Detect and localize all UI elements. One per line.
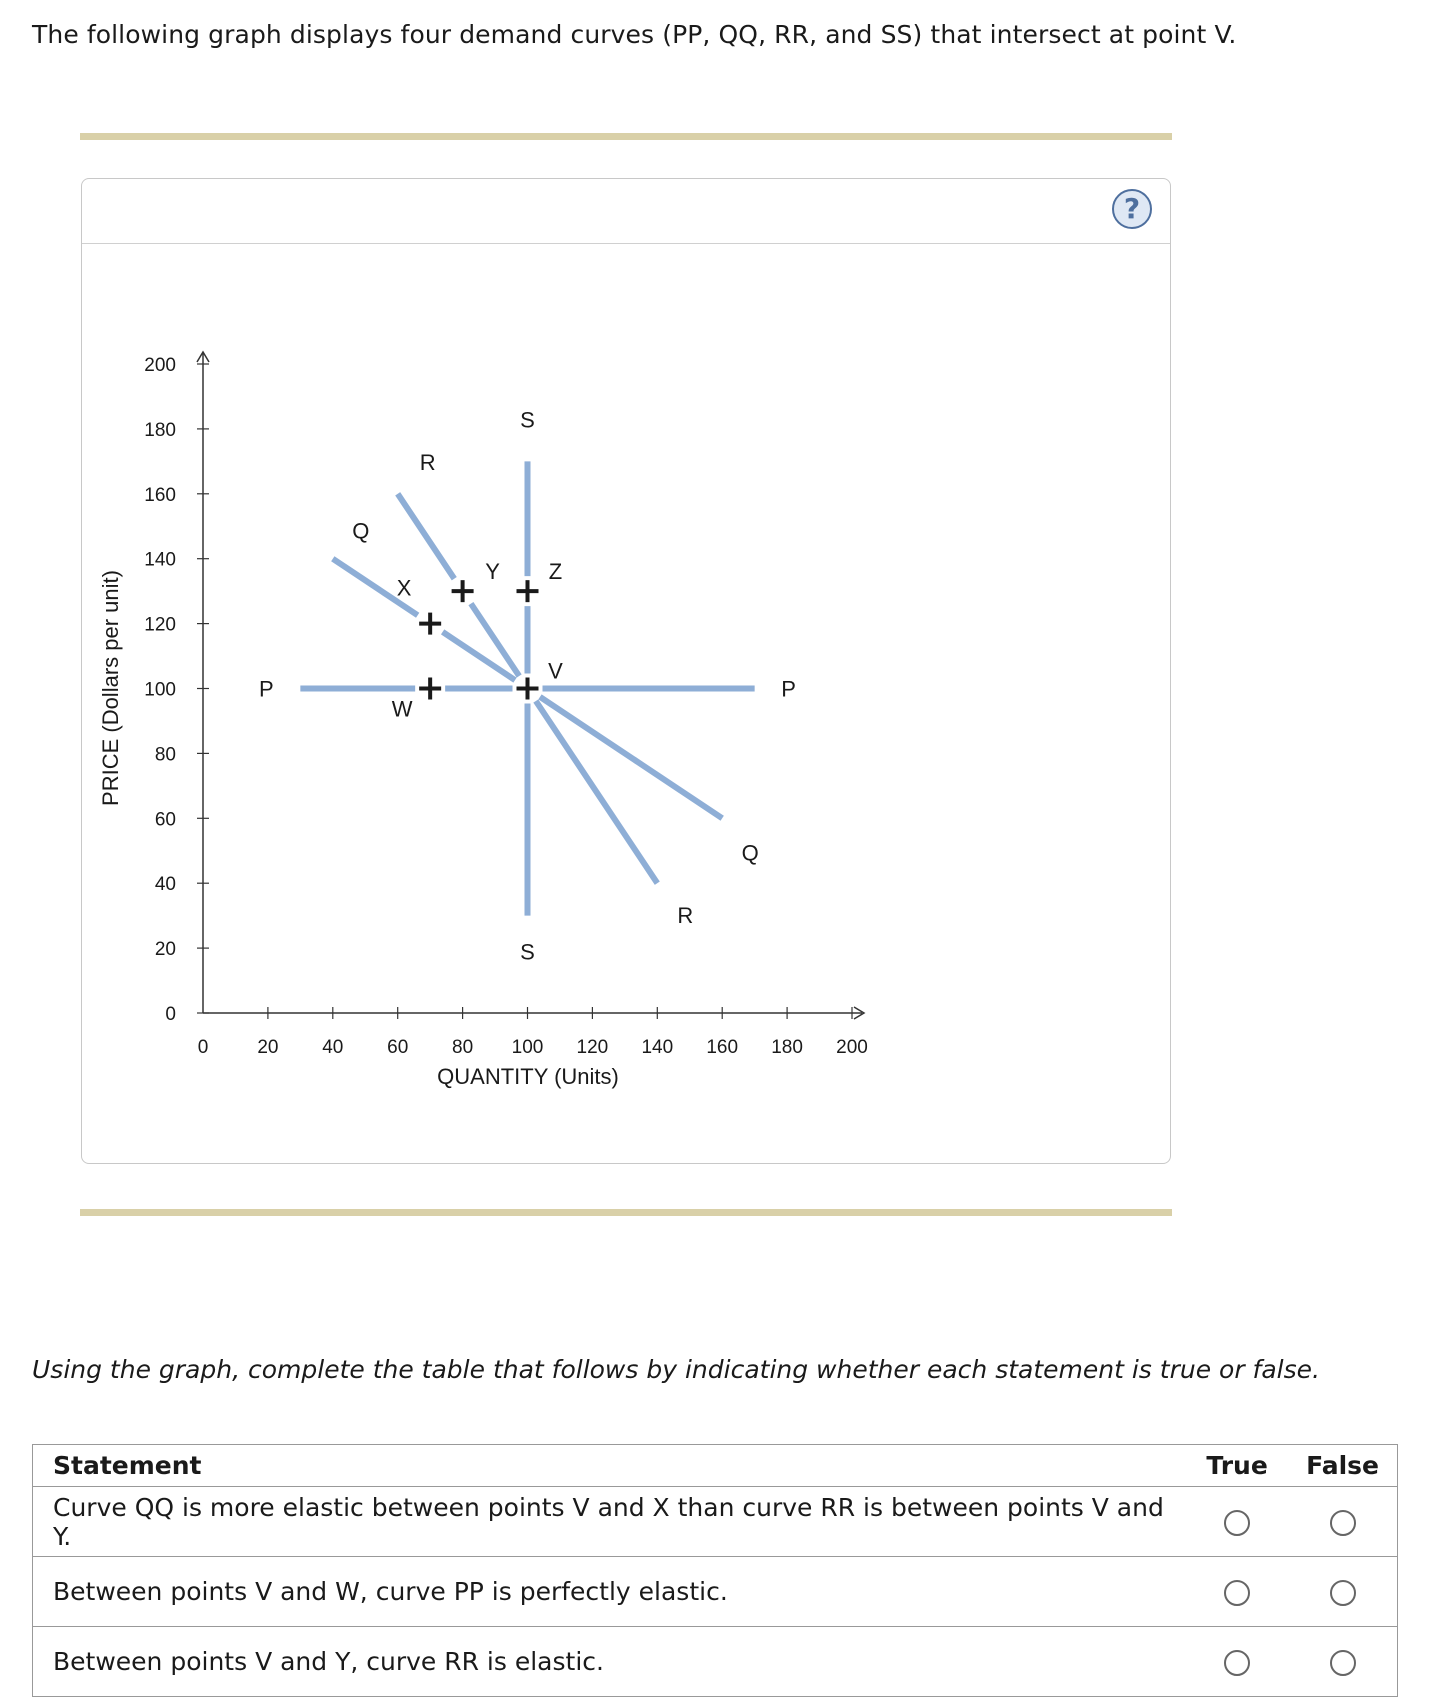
chart-markers bbox=[392, 559, 563, 721]
bottom-divider bbox=[80, 1209, 1172, 1216]
y-tick-label: 140 bbox=[144, 549, 176, 571]
point-label-x: X bbox=[396, 575, 412, 601]
x-tick-label: 120 bbox=[576, 1037, 609, 1058]
radio-false-1[interactable] bbox=[1330, 1510, 1356, 1536]
header-true: True bbox=[1186, 1445, 1288, 1487]
curve-label-qq: Q bbox=[741, 840, 759, 866]
x-tick-label: 100 bbox=[511, 1037, 544, 1058]
statement-text: Between points V and Y, curve RR is elastic. bbox=[33, 1627, 1187, 1697]
point-label-v: V bbox=[548, 658, 563, 684]
x-axis-label: QUANTITY (Units) bbox=[437, 1064, 619, 1089]
x-tick-label: 40 bbox=[322, 1037, 344, 1058]
curve-rr bbox=[536, 701, 657, 883]
intro-text: The following graph displays four demand curves (PP, QQ, RR, and SS) that intersect at point V. bbox=[32, 20, 1237, 49]
y-tick-label: 200 bbox=[144, 355, 176, 376]
x-tick-label: 160 bbox=[706, 1037, 739, 1058]
curve-label-rr: R bbox=[419, 449, 436, 475]
table-row bbox=[33, 1627, 1398, 1697]
curve-label-pp: P bbox=[259, 676, 274, 702]
radio-true-3[interactable] bbox=[1224, 1650, 1250, 1676]
statement-table bbox=[32, 1444, 1398, 1697]
point-label-y: Y bbox=[485, 559, 500, 585]
y-tick-label: 40 bbox=[154, 874, 176, 896]
point-label-z: Z bbox=[548, 559, 563, 585]
x-tick-label: 180 bbox=[771, 1037, 803, 1058]
curve-label-pp: P bbox=[781, 676, 796, 702]
statement-text: Between points V and W, curve PP is perfectly elastic. bbox=[33, 1557, 1187, 1627]
chart-axes bbox=[144, 352, 868, 1058]
y-tick-label: 180 bbox=[144, 419, 176, 441]
table-row bbox=[33, 1487, 1398, 1557]
x-tick-label: 60 bbox=[387, 1037, 409, 1058]
curve-qq bbox=[540, 697, 722, 818]
instruction-text: Using the graph, complete the table that follows by indicating whether each statement is true or false. bbox=[32, 1355, 1320, 1384]
curve-label-rr: R bbox=[677, 903, 694, 929]
x-tick-label: 80 bbox=[452, 1037, 474, 1058]
y-axis-label: PRICE (Dollars per unit) bbox=[98, 570, 123, 806]
radio-true-2[interactable] bbox=[1224, 1580, 1250, 1606]
statement-text: Curve QQ is more elastic between points V and X than curve RR is between points V and Y. bbox=[33, 1487, 1187, 1557]
point-label-w: W bbox=[391, 696, 413, 722]
x-tick-label: 0 bbox=[197, 1037, 209, 1058]
curve-label-ss: S bbox=[520, 407, 535, 433]
header-statement: Statement bbox=[33, 1445, 1187, 1487]
help-button[interactable]: ? bbox=[1112, 189, 1152, 229]
table-row bbox=[33, 1557, 1398, 1627]
x-tick-label: 20 bbox=[257, 1037, 279, 1058]
x-tick-label: 140 bbox=[641, 1037, 674, 1058]
y-tick-label: 0 bbox=[165, 1004, 176, 1025]
header-false: False bbox=[1288, 1445, 1397, 1487]
y-tick-label: 60 bbox=[154, 809, 176, 831]
table-header-row bbox=[33, 1445, 1398, 1487]
y-tick-label: 120 bbox=[144, 614, 176, 636]
curve-label-ss: S bbox=[520, 939, 535, 965]
radio-false-3[interactable] bbox=[1330, 1650, 1356, 1676]
y-tick-label: 20 bbox=[154, 939, 176, 961]
curve-rr bbox=[398, 494, 455, 579]
curve-label-qq: Q bbox=[352, 518, 370, 544]
radio-false-2[interactable] bbox=[1330, 1580, 1356, 1606]
y-tick-label: 80 bbox=[154, 744, 176, 766]
y-tick-label: 160 bbox=[144, 484, 176, 506]
x-tick-label: 200 bbox=[836, 1037, 868, 1058]
radio-true-1[interactable] bbox=[1224, 1510, 1250, 1536]
y-tick-label: 100 bbox=[144, 679, 176, 701]
